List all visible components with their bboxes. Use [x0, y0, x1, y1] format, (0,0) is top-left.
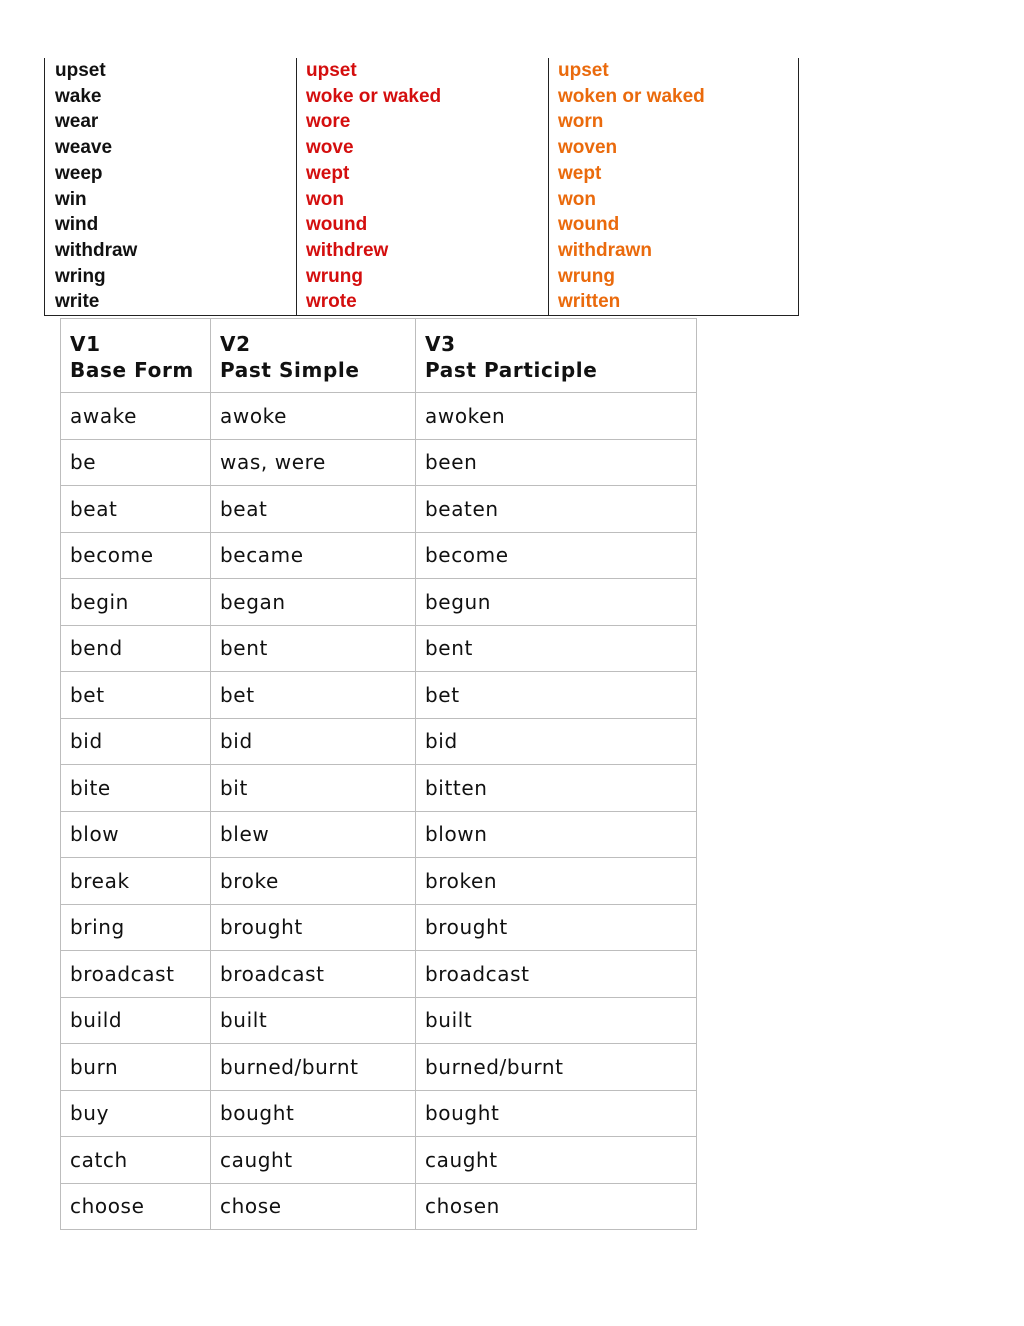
past-participle-cell: caught	[416, 1137, 697, 1184]
verb-past-cell: woke or waked	[306, 85, 442, 107]
verb-past-cell: wore	[306, 111, 351, 133]
past-simple-cell: bent	[211, 625, 416, 672]
header-code: V3	[425, 331, 456, 356]
table-row	[61, 718, 697, 765]
past-simple-cell: beat	[211, 486, 416, 533]
verb-participle-cell: woven	[558, 137, 618, 159]
past-participle-column	[548, 58, 798, 315]
verb-base-cell: wear	[55, 111, 99, 133]
verb-participle-cell: won	[558, 188, 596, 210]
verb-participle-cell: upset	[558, 60, 609, 81]
base-form-cell: awake	[61, 393, 211, 440]
header-v1	[61, 319, 211, 393]
table-row	[61, 1183, 697, 1230]
base-form-cell: bite	[61, 765, 211, 812]
verb-past-cell: wrote	[306, 291, 357, 313]
past-participle-cell: become	[416, 532, 697, 579]
header-v2	[211, 319, 416, 393]
past-participle-cell: bent	[416, 625, 697, 672]
past-simple-cell: built	[211, 997, 416, 1044]
past-participle-cell: built	[416, 997, 697, 1044]
base-form-cell: bet	[61, 672, 211, 719]
verb-base-cell: withdraw	[55, 239, 138, 261]
table-row	[61, 904, 697, 951]
verb-past-cell: wove	[306, 137, 354, 159]
base-form-cell: bend	[61, 625, 211, 672]
verb-base-cell: write	[55, 291, 100, 313]
table-row	[61, 579, 697, 626]
header-code: V2	[220, 331, 251, 356]
table-row	[61, 393, 697, 440]
base-form-cell: break	[61, 858, 211, 905]
base-form-cell: begin	[61, 579, 211, 626]
table-row	[61, 1090, 697, 1137]
verb-past-cell: wept	[306, 162, 350, 184]
verb-participle-cell: wrung	[558, 265, 615, 287]
verb-participle-cell: woken or waked	[558, 85, 705, 107]
base-form-cell: broadcast	[61, 951, 211, 998]
past-participle-cell: bet	[416, 672, 697, 719]
verb-past-cell: wrung	[306, 265, 363, 287]
verb-past-cell: wound	[306, 214, 368, 236]
table-row	[61, 532, 697, 579]
past-simple-cell: was, were	[211, 439, 416, 486]
base-form-cell: build	[61, 997, 211, 1044]
irregular-verbs-table	[60, 318, 697, 1230]
table-row	[61, 951, 697, 998]
past-simple-cell: bit	[211, 765, 416, 812]
past-participle-cell: bought	[416, 1090, 697, 1137]
past-simple-cell: began	[211, 579, 416, 626]
past-participle-cell: brought	[416, 904, 697, 951]
base-form-cell: bid	[61, 718, 211, 765]
base-form-cell: buy	[61, 1090, 211, 1137]
past-simple-cell: caught	[211, 1137, 416, 1184]
past-simple-column	[296, 58, 549, 315]
base-form-cell: burn	[61, 1044, 211, 1091]
past-simple-cell: burned/burnt	[211, 1044, 416, 1091]
verb-base-cell: upset	[55, 60, 106, 81]
past-participle-cell: been	[416, 439, 697, 486]
past-simple-cell: awoke	[211, 393, 416, 440]
base-form-cell: bring	[61, 904, 211, 951]
past-simple-cell: became	[211, 532, 416, 579]
past-participle-cell: bitten	[416, 765, 697, 812]
verb-table-continuation	[44, 58, 799, 316]
verb-participle-cell: worn	[558, 111, 604, 133]
header-v3	[416, 319, 697, 393]
past-participle-cell: awoken	[416, 393, 697, 440]
verb-base-cell: win	[55, 188, 87, 210]
past-simple-cell: bet	[211, 672, 416, 719]
past-simple-cell: brought	[211, 904, 416, 951]
verb-base-cell: wind	[55, 214, 99, 236]
base-form-cell: choose	[61, 1183, 211, 1230]
past-simple-cell: chose	[211, 1183, 416, 1230]
past-participle-cell: broken	[416, 858, 697, 905]
past-participle-cell: bid	[416, 718, 697, 765]
past-participle-cell: burned/burnt	[416, 1044, 697, 1091]
verb-base-cell: weave	[55, 137, 113, 159]
base-form-cell: blow	[61, 811, 211, 858]
table-row	[61, 1137, 697, 1184]
table-row	[61, 625, 697, 672]
past-simple-cell: bid	[211, 718, 416, 765]
verb-participle-cell: withdrawn	[558, 239, 652, 261]
table-row	[61, 765, 697, 812]
verb-participle-cell: wound	[558, 214, 620, 236]
table-row	[61, 811, 697, 858]
header-label: Past Participle	[425, 357, 598, 382]
past-participle-cell: broadcast	[416, 951, 697, 998]
table-row	[61, 439, 697, 486]
past-simple-cell: broadcast	[211, 951, 416, 998]
verb-past-cell: upset	[306, 60, 357, 81]
past-participle-cell: beaten	[416, 486, 697, 533]
verb-base-cell: wring	[55, 265, 106, 287]
verb-participle-cell: wept	[558, 162, 602, 184]
table-row	[61, 997, 697, 1044]
base-form-cell: be	[61, 439, 211, 486]
base-form-cell: beat	[61, 486, 211, 533]
verb-past-cell: withdrew	[306, 239, 389, 261]
verb-base-cell: weep	[55, 162, 103, 184]
past-simple-cell: broke	[211, 858, 416, 905]
past-simple-cell: bought	[211, 1090, 416, 1137]
past-participle-cell: begun	[416, 579, 697, 626]
base-form-cell: catch	[61, 1137, 211, 1184]
past-simple-cell: blew	[211, 811, 416, 858]
verb-base-cell: wake	[55, 85, 102, 107]
header-label: Base Form	[70, 357, 194, 382]
verb-past-cell: won	[306, 188, 344, 210]
past-participle-cell: chosen	[416, 1183, 697, 1230]
past-participle-cell: blown	[416, 811, 697, 858]
header-code: V1	[70, 331, 101, 356]
verb-participle-cell: written	[558, 291, 621, 313]
table-row	[61, 672, 697, 719]
table-row	[61, 1044, 697, 1091]
table-row	[61, 486, 697, 533]
header-label: Past Simple	[220, 357, 360, 382]
base-form-column	[45, 58, 297, 315]
table-row	[61, 858, 697, 905]
table-header-row	[61, 319, 697, 393]
base-form-cell: become	[61, 532, 211, 579]
